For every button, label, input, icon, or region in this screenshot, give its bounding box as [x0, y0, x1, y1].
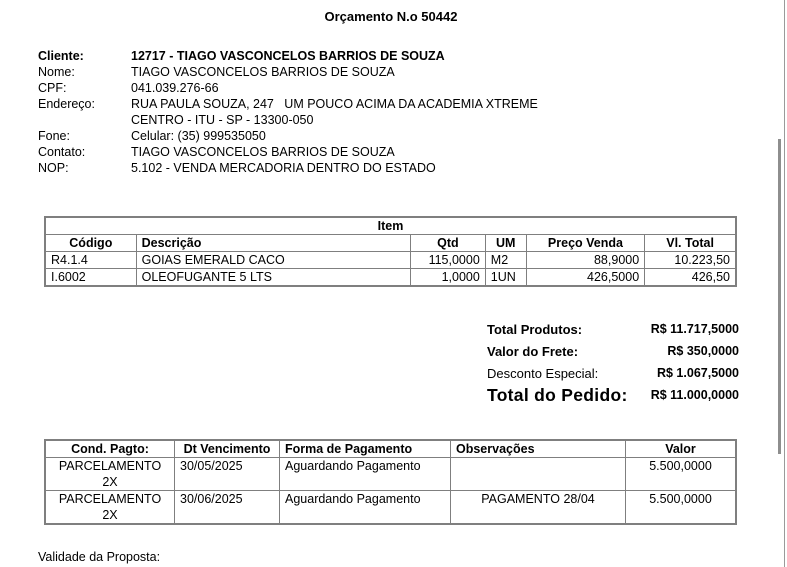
col-codigo: Código: [45, 235, 136, 252]
frete-value: R$ 350,0000: [667, 344, 739, 358]
client-row: [38, 48, 538, 64]
field-label: CPF:: [38, 81, 67, 95]
totals-block: [487, 318, 739, 406]
field-label: Nome:: [38, 65, 75, 79]
cell-observacoes: PAGAMENTO 28/04: [451, 491, 626, 525]
total-pedido: [487, 384, 739, 406]
cell-cond-pagto: PARCELAMENTO 2X: [45, 491, 175, 525]
table-row: [45, 491, 736, 525]
field-value: 5.102 - VENDA MERCADORIA DENTRO DO ESTADO: [131, 161, 436, 175]
payment-header-row: [45, 440, 736, 458]
col-forma-pagamento: Forma de Pagamento: [280, 440, 451, 458]
col-preco: Preço Venda: [526, 235, 644, 252]
cpf-row: [38, 80, 538, 96]
col-total: Vl. Total: [645, 235, 736, 252]
cell-um: M2: [485, 252, 526, 269]
cell-descricao: GOIAS EMERALD CACO: [136, 252, 410, 269]
frete-label: Valor do Frete:: [487, 343, 579, 359]
cell-dt-vencimento: 30/06/2025: [175, 491, 280, 525]
field-value: Celular: (35) 999535050: [131, 129, 266, 143]
col-qtd: Qtd: [410, 235, 485, 252]
desconto-value: R$ 1.067,5000: [656, 366, 739, 380]
field-value: TIAGO VASCONCELOS BARRIOS DE SOUZA: [131, 65, 395, 79]
validade-label: Validade da Proposta:: [38, 550, 161, 564]
items-header-row: [45, 235, 736, 252]
client-info: [38, 48, 538, 176]
cell-um: 1UN: [485, 269, 526, 287]
field-value: TIAGO VASCONCELOS BARRIOS DE SOUZA: [131, 145, 395, 159]
items-caption: Item: [45, 217, 736, 235]
cell-codigo: R4.1.4: [45, 252, 136, 269]
col-observacoes: Observações: [451, 440, 626, 458]
total-produtos-value: R$ 11.717,5000: [650, 322, 739, 336]
desconto-especial: [487, 362, 739, 384]
col-dt-vencimento: Dt Vencimento: [175, 440, 280, 458]
cell-dt-vencimento: 30/05/2025: [175, 458, 280, 491]
table-row: [45, 458, 736, 491]
address-row-2: [38, 112, 538, 128]
field-value: 041.039.276-66: [131, 81, 219, 95]
phone-row: [38, 128, 538, 144]
field-label: NOP:: [38, 161, 69, 175]
cell-descricao: OLEOFUGANTE 5 LTS: [136, 269, 410, 287]
name-row: [38, 64, 538, 80]
cell-codigo: I.6002: [45, 269, 136, 287]
total-produtos-label: Total Produtos:: [487, 321, 583, 337]
cell-qtd: 115,0000: [410, 252, 485, 269]
col-descricao: Descrição: [136, 235, 410, 252]
address-row: [38, 96, 538, 112]
scrollbar-thumb[interactable]: [778, 139, 781, 454]
cell-cond-pagto: PARCELAMENTO 2X: [45, 458, 175, 491]
table-row: [45, 269, 736, 287]
desconto-label: Desconto Especial:: [487, 365, 599, 381]
cell-total: 10.223,50: [645, 252, 736, 269]
total-pedido-value: R$ 11.000,0000: [650, 388, 739, 402]
cell-valor: 5.500,0000: [626, 458, 737, 491]
payment-table: [44, 439, 737, 525]
total-pedido-label: Total do Pedido:: [487, 384, 628, 405]
cell-observacoes: [451, 458, 626, 491]
field-label: Endereço:: [38, 97, 95, 111]
total-produtos: [487, 318, 739, 340]
scrollbar-track[interactable]: [784, 0, 785, 567]
cell-qtd: 1,0000: [410, 269, 485, 287]
nop-row: [38, 160, 538, 176]
field-label: Cliente:: [38, 49, 84, 63]
col-cond-pagto: Cond. Pagto:: [45, 440, 175, 458]
cell-valor: 5.500,0000: [626, 491, 737, 525]
col-um: UM: [485, 235, 526, 252]
page-title: Orçamento N.o 50442: [324, 9, 458, 24]
field-label: [38, 112, 131, 128]
field-value: 12717 - TIAGO VASCONCELOS BARRIOS DE SOUZA: [131, 49, 445, 63]
field-value: RUA PAULA SOUZA, 247 UM POUCO ACIMA DA ACADEMIA XTREME: [131, 97, 538, 111]
valor-frete: [487, 340, 739, 362]
cell-forma-pagamento: Aguardando Pagamento: [280, 491, 451, 525]
field-value: CENTRO - ITU - SP - 13300-050: [131, 113, 314, 127]
table-row: [45, 252, 736, 269]
field-label: Contato:: [38, 145, 86, 159]
contact-row: [38, 144, 538, 160]
cell-forma-pagamento: Aguardando Pagamento: [280, 458, 451, 491]
field-label: Fone:: [38, 129, 70, 143]
cell-total: 426,50: [645, 269, 736, 287]
cell-preco: 426,5000: [526, 269, 644, 287]
items-table: [44, 216, 737, 287]
cell-preco: 88,9000: [526, 252, 644, 269]
col-valor: Valor: [626, 440, 737, 458]
